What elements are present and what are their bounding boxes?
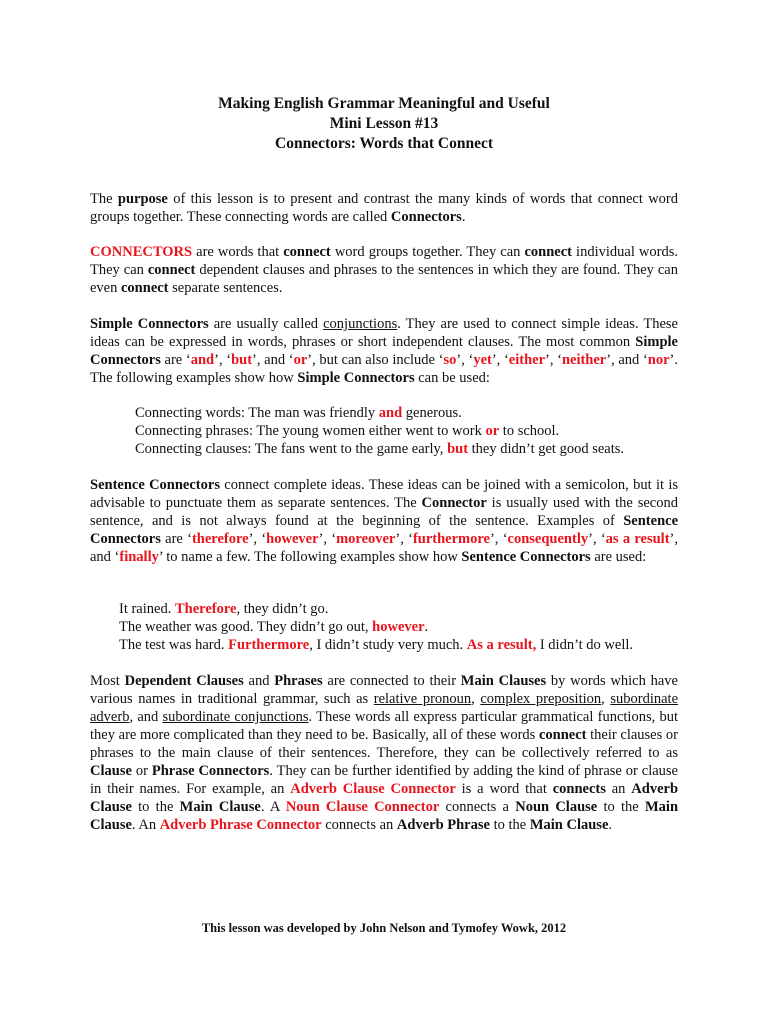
text: ’, ‘ [395,531,413,547]
bold-term: Dependent Clauses [124,673,244,689]
text: ’, ‘ [491,352,509,368]
text: Connecting clauses: The fans went to the game early, [135,441,448,457]
text: to the [597,799,645,815]
text: . [608,817,612,833]
sentence-example-3 [119,636,633,654]
bold-term: Noun Clause [515,799,598,815]
highlight-term: finally [119,549,159,565]
text: . These words all express particular grammatical functions, but they are more complicated than they need to be. Basically, all of these words [90,709,678,743]
bold-term: Adverb Clause [90,781,679,815]
text: ’. The following examples show how [90,352,678,386]
underlined-term: conjunctions [323,316,398,332]
text: , I didn’t study very much. [309,637,467,653]
text: of this lesson is to present and contrast the many kinds of words that connect word groups together. These connecting words are called [90,191,679,225]
highlight-term: but [231,352,253,368]
highlight-term: As a result, [466,637,537,653]
sentence-example-1 [119,600,328,618]
text: Connecting words: The man was friendly [135,405,379,421]
bold-term: connect [283,244,331,260]
text: separate sentences. [168,280,283,296]
text: . [424,619,429,635]
highlight-term: Adverb Phrase Connector [159,817,322,833]
highlight-term: nor [647,352,670,368]
highlight-term: but [447,441,469,457]
text: is a word that [455,781,553,797]
text: Connecting phrases: The young women either went to work [135,423,486,439]
underlined-term: relative pronoun [373,691,472,707]
simple-example-1 [135,404,462,422]
highlight-term: Furthermore [228,637,310,653]
highlight-term: CONNECTORS [90,244,193,260]
highlight-term: moreover [336,531,396,547]
bold-term: Main Clause [90,799,679,833]
text: to the [489,817,530,833]
highlight-term: and [190,352,215,368]
text: generous. [402,405,462,421]
text: ’ to name a few. The following examples show how [158,549,462,565]
highlight-term: Therefore [174,601,237,617]
text: to school. [499,423,560,439]
highlight-term: Adverb Clause Connector [290,781,456,797]
text: they didn’t get good seats. [468,441,625,457]
bold-term: Sentence Connectors [90,513,678,547]
title-line-3: Connectors: Words that Connect [275,135,493,152]
highlight-term: neither [561,352,607,368]
text: , [601,691,611,707]
text: , and [129,709,163,725]
bold-term: Sentence Connectors [461,549,591,565]
footer-credit: This lesson was developed by John Nelson and Tymofey Wowk, 2012 [201,921,567,935]
text: ’, and ‘ [90,531,678,565]
text: or [131,763,152,779]
text: ’, ‘ [545,352,562,368]
highlight-term: furthermore [412,531,490,547]
highlight-term: yet [473,352,492,368]
underlined-term: subordinate adverb [90,691,679,725]
underlined-term: subordinate conjunctions [162,709,309,725]
highlight-term: therefore [191,531,249,547]
text: . They are used to connect simple ideas. These ideas can be expressed in words, phrases or short independent clauses. The most common [90,316,678,350]
text: ’, ‘ [248,531,267,547]
text: ’, ‘ [214,352,232,368]
bold-term: Simple Connectors [90,334,678,368]
text: by words which have various names in traditional grammar, such as [90,673,678,707]
text: connect complete ideas. These ideas can be joined with a semicolon, but it is advisable to punctuate them as separate sentences. The [90,477,678,511]
text: ’, ‘ [588,531,606,547]
text: are words that [192,244,284,260]
text: connects a [439,799,516,815]
text: ’, ‘ [456,352,474,368]
text: word groups together. They can [330,244,525,260]
bold-term: Simple Connectors [90,316,209,332]
highlight-term: Noun Clause Connector [285,799,440,815]
text: Most [90,673,125,689]
text: are connected to their [322,673,461,689]
bold-term: connects [552,781,606,797]
text: The weather was good. They didn’t go out, [119,619,373,635]
simple-example-3 [135,440,624,458]
bold-term: Clause [90,763,132,779]
text: to the [131,799,180,815]
simple-connectors-paragraph [90,315,678,387]
sentence-example-2 [119,618,428,636]
bold-term: Main Clause [529,817,609,833]
text: an [605,781,632,797]
bold-term: Connector [421,495,487,511]
bold-term: Connectors [390,209,462,225]
text: ’, ‘ [489,531,508,547]
text: individual words. They can [90,244,678,278]
bold-term: Phrases [274,673,323,689]
text: ’, and ‘ [606,352,648,368]
text: ’, ‘ [318,531,337,547]
bold-term: Sentence Connectors [90,477,220,493]
text: connects an [321,817,397,833]
sentence-connectors-paragraph [90,476,678,566]
highlight-term: or [485,423,500,439]
text: I didn’t do well. [536,637,634,653]
text: can be used: [414,370,490,386]
highlight-term: so [443,352,457,368]
text: their clauses or phrases to the main clause of their sentences. Therefore, they can be collectively referred to as [90,727,678,761]
bold-term: Phrase Connectors [151,763,270,779]
text: . A [260,799,286,815]
text: The [90,191,118,207]
bold-term: connect [147,262,196,278]
highlight-term: either [508,352,546,368]
simple-example-2 [135,422,559,440]
title-line-1: Making English Grammar Meaningful and Useful [218,95,550,112]
text: It rained. [119,601,175,617]
bold-term: Main Clauses [460,673,547,689]
bold-term: connect [121,280,169,296]
lesson-title [0,94,768,154]
bold-term: Main Clause [179,799,261,815]
bold-term: Adverb Phrase [396,817,490,833]
highlight-term: consequently [507,531,589,547]
text: ’, and ‘ [252,352,294,368]
underlined-term: complex preposition [480,691,602,707]
dependent-clauses-paragraph [90,672,678,834]
text: . An [131,817,160,833]
text: is usually used with the second sentence, and is not always found at the beginning of the sentence. Examples of [90,495,678,529]
bold-term: connect [538,727,587,743]
highlight-term: however [266,531,319,547]
title-line-2: Mini Lesson #13 [329,115,439,132]
text: are usually called [208,316,324,332]
highlight-term: however [372,619,425,635]
text: dependent clauses and phrases to the sentences in which they are found. They can even [90,262,678,296]
text: . [461,209,466,225]
highlight-term: as a result [605,531,670,547]
text: are used: [590,549,647,565]
text: ’, but can also include ‘ [307,352,444,368]
purpose-paragraph [90,190,678,226]
text: , [471,691,481,707]
text: , they didn’t go. [236,601,329,617]
bold-term: connect [524,244,572,260]
highlight-term: or [293,352,308,368]
text: The test was hard. [119,637,229,653]
connectors-definition-paragraph [90,243,678,297]
text: are ‘ [160,531,192,547]
highlight-term: and [378,405,403,421]
bold-term: Simple Connectors [297,370,415,386]
text: are ‘ [160,352,191,368]
bold-term: purpose [117,191,168,207]
text: and [243,673,275,689]
text: . They can be further identified by adding the kind of phrase or clause in their names. For example, an [90,763,678,797]
